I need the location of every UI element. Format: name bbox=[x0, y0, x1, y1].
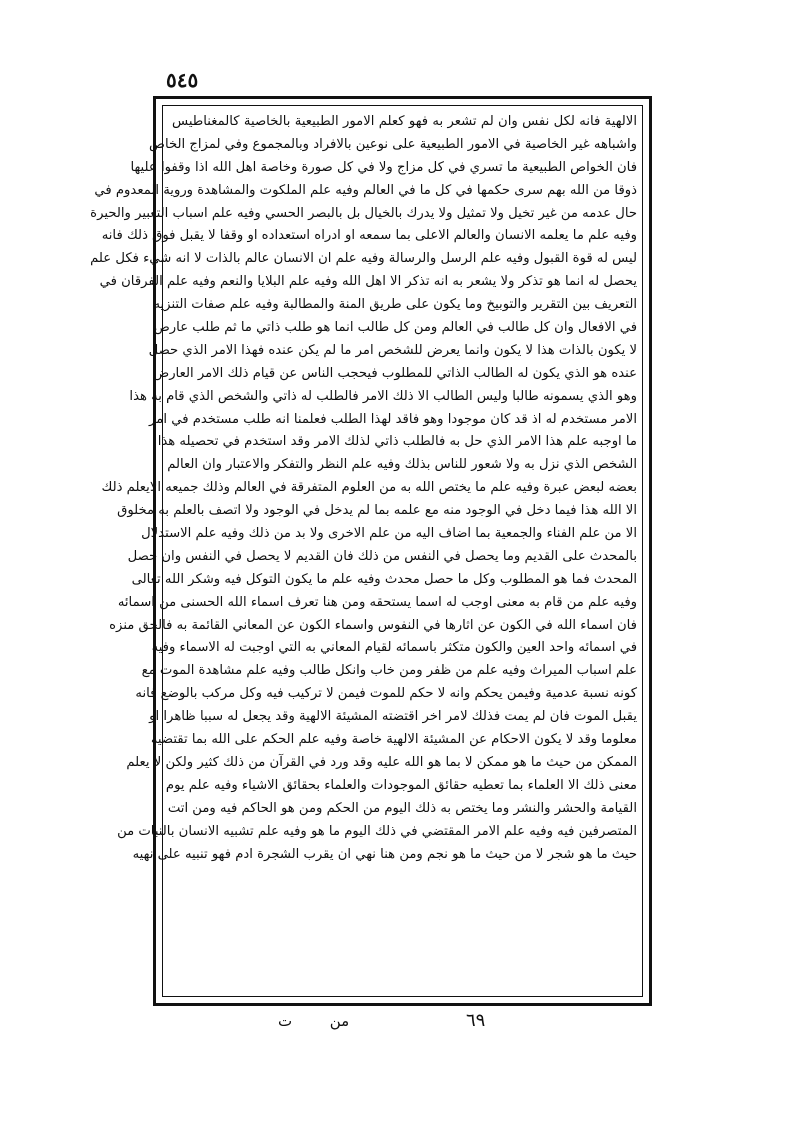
text-line: ليس له قوة القبول وفيه علم الرسل والرسالة وفيه علم ان الانسان عالم بالذات لا انه شيء فكل علم bbox=[90, 251, 637, 267]
text-line: في الافعال وان كل طالب في العالم ومن كل طالب انما هو طلب ذاتي ما ثم طلب عارض bbox=[153, 320, 637, 336]
text-line: علم اسباب الميراث وفيه علم من ظفر ومن خاب وانكل طالب وفيه علم مشاهدة الموت مع bbox=[141, 663, 637, 679]
text-line: في اسمائه واحد العين والكون متكثر باسمائه لقيام المعاني به التي اوجبت له الاسماء وفيه bbox=[151, 640, 637, 656]
text-line: وفيه علم من قام به معنى اوجب له اسما يستحقه ومن هنا تعرف اسماء الله الحسنى من اسمائه bbox=[117, 594, 637, 610]
text-line: معنى ذلك الا العلماء بما تعطيه حقائق الموجودات والعلماء بحقائق الاشياء وفيه علم يوم bbox=[165, 777, 637, 793]
text-line: الالهية فانه لكل نفس وان لم تشعر به فهو كعلم الامور الطبيعية بالخاصية كالمغناطيس bbox=[172, 114, 637, 129]
text-body bbox=[90, 111, 637, 993]
text-line: المتصرفين فيه وفيه علم الامر المقتضي في ذلك اليوم ما هو وفيه علم تشبيه الانسان بالنبات من bbox=[117, 823, 637, 839]
text-line: وفيه علم ما يعلمه الانسان والعالم الاعلى بما سمعه او ادراه استعداده او وقفا لا يقبل فوق ذلك فانه bbox=[101, 228, 637, 244]
text-line: وهو الذي يسمونه طالبا وليس الطالب الا ذلك الامر فالطلب له ذاتي والشخص الذي قام به هذا bbox=[129, 388, 637, 404]
footer-signature bbox=[278, 1012, 349, 1030]
text-line: حيث ما هو شجر لا من حيث ما هو نجم ومن هنا نهي ان يقرب الشجرة ادم فهو تنبيه على نهيه bbox=[132, 846, 637, 862]
text-line: الامر مستخدم له اذ قد كان موجودا وهو فاقد لهذا الطلب فعلمنا انه طلب مستخدم في امر bbox=[149, 411, 637, 427]
footer-page-number: ٦٩ bbox=[466, 1010, 486, 1031]
text-line: بالمحدث على القديم وما يحصل في النفس من ذلك فان القديم لا يحصل في النفس وان حصل bbox=[127, 548, 637, 564]
text-line: كونه نسبة عدمية وفيمن يحكم وانه لا حكم للموت فيمن لا تركيب فيه وكل مركب بالوضع فانه bbox=[135, 686, 637, 702]
text-line: حال عدمه من غير تخيل ولا تمثيل ولا يدرك بالخيال بل بالبصر الحسي وفيه علم اسباب التعبير والحيرة bbox=[90, 205, 637, 221]
text-line: الا من علم الفناء والجمعية بما اضاف اليه من علم الاخرى ولا بد من ذلك وفيه علم الاستدلال bbox=[141, 526, 637, 542]
text-line: المحدث فما هو المطلوب وكل ما حصل محدث وفيه علم ما يكون التوكل فيه وشكر الله تعالى bbox=[131, 571, 637, 587]
text-line: ما اوجبه علم هذا الامر الذي حل به فالطلب ذاتي لذلك الامر وقد استخدم في تحصيله هذا bbox=[157, 434, 637, 450]
footer-signature-letter: ت bbox=[278, 1012, 293, 1030]
text-line: الشخص الذي نزل به ولا شعور للناس بذلك وفيه علم النظر والتفكر والاعتبار وان العالم bbox=[167, 457, 637, 473]
text-line: واشباهه غير الخاصية في الامور الطبيعية على نوعين بالافراد وبالمجموع وفي لمزاج الخاص bbox=[149, 136, 637, 152]
text-line: معلوما وقد لا يكون الاحكام عن المشيئة الالهية خاصة وفيه علم الحكم على الله بما تقتضيه bbox=[150, 732, 637, 748]
page-number-top: ٥٤٥ bbox=[166, 68, 199, 92]
text-line: ذوقا من الله بهم سرى حكمها في كل ما في العالم وفيه علم الملكوت والمشاهدة وروية المعدوم في bbox=[94, 182, 637, 198]
text-line: التعريف بين التقرير والتوبيخ وما يكون على طريق المنة والمطالبة وفيه علم صفات التنزيه bbox=[153, 297, 637, 313]
text-line: عنده هو الذي يكون له الطالب الذاتي للمطلوب فيحجب الناس عن قيام ذلك الامر العارض bbox=[153, 365, 637, 381]
text-line: يقبل الموت فان لم يمت فذلك لامر اخر اقتضته المشيئة الالهية وقد يجعل له سببا ظاهرا او bbox=[149, 709, 637, 725]
text-line: لا يكون بالذات هذا لا يكون وانما يعرض للشخص امر ما لم يكن عنده فهذا الامر الذي حصل bbox=[148, 342, 637, 358]
text-line: القيامة والحشر والنشر وما يختص به ذلك اليوم من الحكم ومن هو الحاكم فيه ومن اتت bbox=[167, 800, 637, 816]
footer-signature-mid: من bbox=[329, 1012, 350, 1030]
text-line: بعضه لبعض عبرة وفيه علم ما يختص الله به من العلوم المتفرقة في العالم وذلك جميعه الايعلم ذلك bbox=[101, 480, 637, 496]
page-footer bbox=[0, 1010, 800, 1040]
page-frame bbox=[90, 96, 652, 1006]
text-line: فان اسماء الله في الكون عن اثارها في النفوس واسماء الكون عن المعاني القائمة به فالحق منزه bbox=[109, 617, 637, 633]
text-line: الا الله هذا فيما دخل في الوجود منه مع علمه بما لم يدخل في الوجود ولا اتصف بالعلم به مخلوق bbox=[117, 503, 637, 519]
text-line: فان الخواص الطبيعية ما تسري في كل مزاج ولا في كل صورة وخاصة اهل الله اذا وقفوا عليها bbox=[130, 159, 637, 175]
text-line: الممكن من حيث ما هو ممكن لا بما هو الله عليه وقد ورد في القرآن من ذلك كثير ولكن لا يعلم bbox=[126, 754, 637, 770]
text-line: يحصل له انما هو تذكر ولا يشعر به انه تذكر الا اهل الله وفيه علم البلايا والنعم وفيه علم الفرقان في bbox=[99, 274, 637, 290]
